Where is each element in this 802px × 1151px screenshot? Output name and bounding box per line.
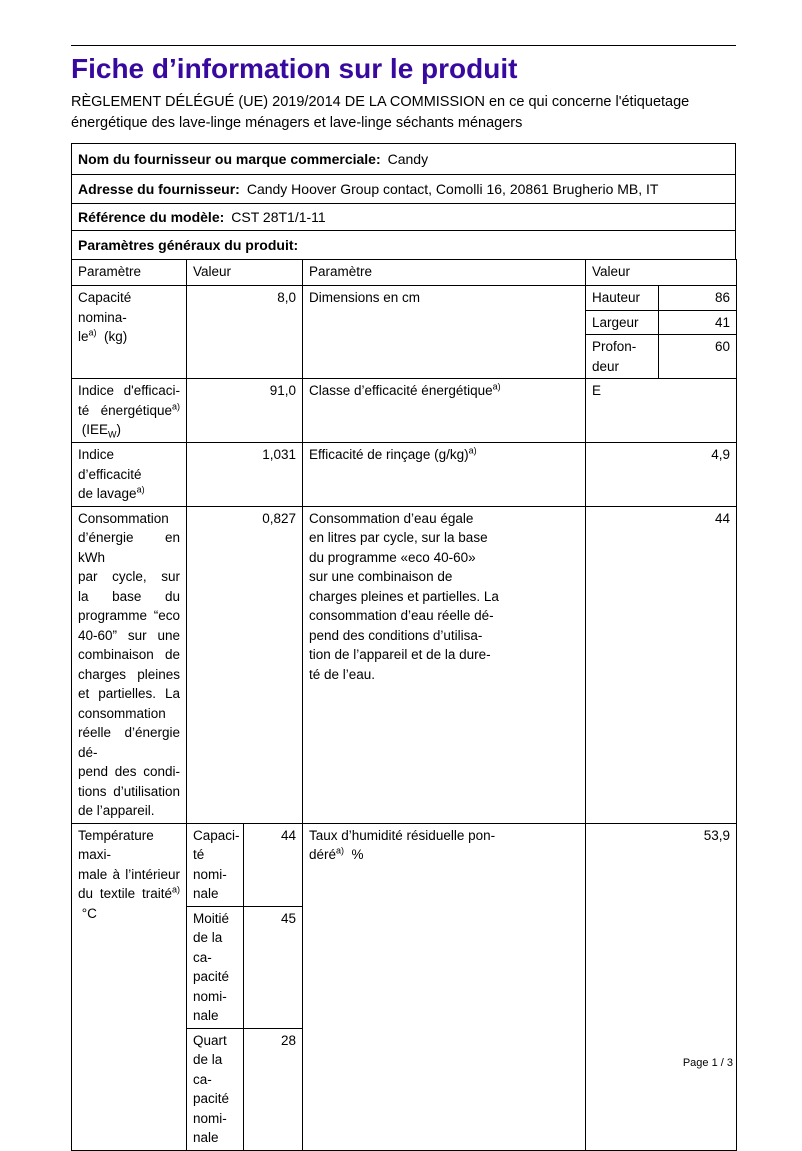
value-energy-efficiency-index: 91,0 xyxy=(187,379,303,443)
value-residual-humidity: 53,9 xyxy=(586,823,737,1150)
supplier-address-value: Candy Hoover Group contact, Comolli 16, 20861 Brugherio MB, IT xyxy=(246,181,659,197)
header-parametre-2: Paramètre xyxy=(303,260,586,286)
regulation-line-2: énergétique des lave-linge ménagers et lave-linge séchants ménagers xyxy=(71,115,523,131)
regulation-line-1: RÈGLEMENT DÉLÉGUÉ (UE) 2019/2014 DE LA COMMISSION en ce qui concerne l'étiquetage xyxy=(71,94,690,110)
row-energy-water-consumption xyxy=(72,506,737,823)
dimension-depth-label: Profon- deur xyxy=(586,335,659,379)
param-nominal-capacity: Capacité nomina- $le^{a)}$ (kg) xyxy=(72,286,187,379)
page-title: Fiche d’information sur le produit xyxy=(71,53,518,84)
temp-nominal-capacity-value: 44 xyxy=(244,823,303,906)
model-reference-label: Référence du modèle: xyxy=(78,209,225,225)
dimension-height-label: Hauteur xyxy=(586,286,659,311)
supplier-name-label: Nom du fournisseur ou marque commerciale: xyxy=(78,151,381,167)
value-water-consumption: 44 xyxy=(586,506,737,823)
table-header-row xyxy=(72,260,737,286)
regulation-text xyxy=(71,92,736,134)
model-reference-value: CST 28T1/1-11 xyxy=(231,209,326,225)
general-parameters-label: Paramètres généraux du produit: xyxy=(78,237,299,253)
param-dimensions: Dimensions en cm xyxy=(303,286,586,379)
row-capacity-dimensions xyxy=(72,286,737,311)
dimension-width-label: Largeur xyxy=(586,310,659,335)
value-washing-efficiency-index: 1,031 xyxy=(187,443,303,507)
parameters-table xyxy=(71,259,737,1151)
param-energy-class: Classe d’efficacité énergétique$^{a)}$ xyxy=(303,379,586,443)
temp-half-capacity-label: Moitié de la ca- pacité nomi- nale xyxy=(187,906,244,1028)
general-parameters-row xyxy=(72,230,735,259)
header-valeur-2: Valeur xyxy=(586,260,737,286)
header-parametre-1: Paramètre xyxy=(72,260,187,286)
param-energy-efficiency-index: Indice d'efficaci- té énergétique$^{a)}$ $(IEE_W)$ xyxy=(72,379,187,443)
row-washing-efficiency xyxy=(72,443,737,507)
temp-quarter-capacity-value: 28 xyxy=(244,1028,303,1150)
value-nominal-capacity: 8,0 xyxy=(187,286,303,379)
param-residual-humidity: Taux d’humidité résiduelle pon- déré$^{a)}$ % xyxy=(303,823,586,1150)
supplier-name-value: Candy xyxy=(387,151,429,167)
temp-quarter-capacity-label: Quart de la ca- pacité nomi- nale xyxy=(187,1028,244,1150)
param-energy-consumption: Consommation d’énergie en kWh par cycle, sur la base du programme “eco 40-60” sur une combinaison de charges pleines et partielles. La consommation réelle d’énergie dé- pend des condi- tions d’utilisation de l’appareil. xyxy=(72,506,187,823)
supplier-address-label: Adresse du fournisseur: xyxy=(78,181,240,197)
param-washing-efficiency-index: Indice d’efficacité de lavage$^{a)}$ xyxy=(72,443,187,507)
model-reference-row xyxy=(72,203,735,230)
param-water-consumption: Consommation d’eau égale en litres par cycle, sur la base du programme «eco 40-60» sur une combinaison de charges pleines et partielles. La consommation d’eau réelle dé- pend des conditions d’utilisa- tion de l’appareil et de la dure- té de l’eau. xyxy=(303,506,586,823)
document-content xyxy=(71,45,736,1151)
page-number: Page 1 / 3 xyxy=(682,1057,733,1069)
value-energy-class: E xyxy=(586,379,737,443)
row-max-temperature xyxy=(72,823,737,906)
supplier-info-table xyxy=(71,143,736,260)
param-max-temperature: Température maxi- male à l’intérieur du textile traité$^{a)}$ °C xyxy=(72,823,187,1150)
temp-nominal-capacity-label: Capaci- té nomi- nale xyxy=(187,823,244,906)
value-rinsing-efficiency: 4,9 xyxy=(586,443,737,507)
param-rinsing-efficiency: Efficacité de rinçage $(g/kg)^{a)}$ xyxy=(303,443,586,507)
header-valeur-1: Valeur xyxy=(187,260,303,286)
supplier-name-row xyxy=(72,144,735,174)
dimension-depth-value: 60 xyxy=(659,335,737,379)
dimension-width-value: 41 xyxy=(659,310,737,335)
temp-half-capacity-value: 45 xyxy=(244,906,303,1028)
value-energy-consumption: 0,827 xyxy=(187,506,303,823)
row-energy-efficiency xyxy=(72,379,737,443)
supplier-address-row xyxy=(72,174,735,203)
dimension-height-value: 86 xyxy=(659,286,737,311)
